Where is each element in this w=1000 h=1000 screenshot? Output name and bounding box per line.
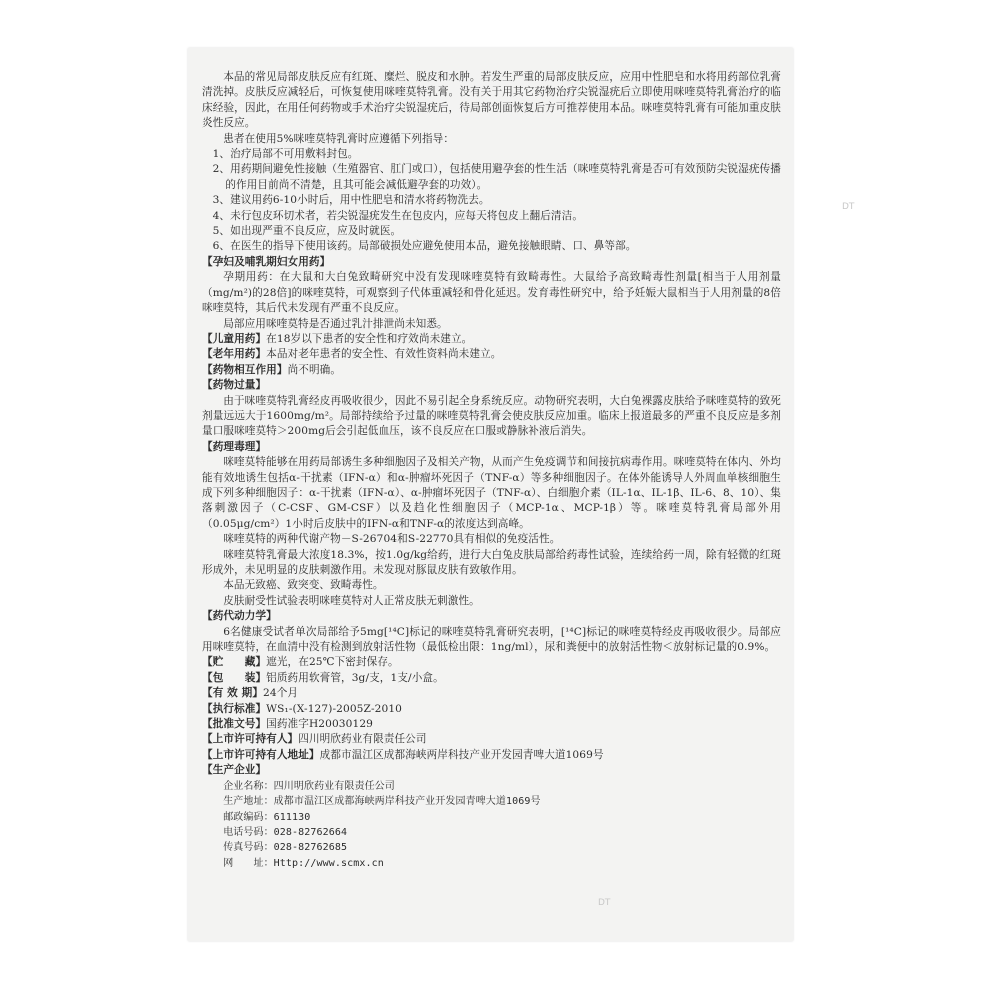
spec-value: 成都市温江区成都海峡两岸科技产业开发园青啤大道1069号 <box>319 748 604 761</box>
leaflet-content <box>202 70 781 871</box>
package-row <box>202 671 781 686</box>
instruction-item: 5、如出现严重不良反应，应及时就医。 <box>212 225 402 238</box>
manufacturer-info <box>202 779 781 871</box>
spec-label: 【上市许可持有人】 <box>202 733 299 746</box>
patient-guidance-note: 患者在使用5%咪喹莫特乳膏时应遵循下列指导： <box>223 132 455 145</box>
spec-value: WS₁-(X-127)-2005Z-2010 <box>266 702 403 715</box>
spec-label: 【包 装】 <box>202 671 267 684</box>
manufacturer-line: 企业名称：四川明欣药业有限责任公司 <box>223 780 395 792</box>
spec-label: 【批准文号】 <box>202 718 267 731</box>
manufacturer-line: 传真号码：028-82762685 <box>223 842 348 854</box>
watermark: DT <box>598 898 611 908</box>
watermark: DT <box>842 202 855 212</box>
pharmacology-text: 咪喹莫特乳膏最大浓度18.3%，按1.0g/kg给药，进行大白兔皮肤局部给药毒性试验，连续给药一周，除有轻微的红斑形成外，未见明显的皮肤刺激作用。未发现对豚鼠皮肤有致敏作用。 <box>202 548 781 576</box>
spec-label: 【有 效 期】 <box>202 687 264 700</box>
interactions-heading: 【药物相互作用】 <box>202 363 288 376</box>
instruction-item: 6、在医生的指导下使用该药。局部破损处应避免使用本品，避免接触眼睛、口、鼻等部。 <box>212 240 637 253</box>
pharmacology-text: 咪喹莫特能够在用药局部诱生多种细胞因子及相关产物，从而产生免疫调节和间接抗病毒作用。咪喹莫特在体内、外均能有效地诱生包括α-干扰素（IFN-α）和α-肿瘤坏死因子（TNF-α）等多种细胞因子。在体外能诱导人外周血单核细胞生成下列多种细胞因子：α-干扰素（IFN-α）、α-肿瘤坏死因子（TNF-α）、白细胞介素（IL-1α、IL-1β、IL-6、8、10）、集落刺激因子（C-CSF、GM-CSF）以及趋化性细胞因子（MCP-1α、MCP-1β）等。咪喹莫特乳膏局部外用（0.05μg/cm²）1小时后皮肤中的IFN-α和TNF-α的浓度达到高峰。 <box>202 456 781 530</box>
pharmacology-text: 皮肤耐受性试验表明咪喹莫特对人正常皮肤无刺激性。 <box>223 594 480 607</box>
manufacturer-heading: 【生产企业】 <box>202 764 267 777</box>
pharmacokinetics-heading: 【药代动力学】 <box>202 610 277 623</box>
spec-value: 国药准字H20030129 <box>266 718 374 731</box>
interactions-section <box>202 363 781 378</box>
children-text: 在18岁以下患者的安全性和疗效尚未建立。 <box>266 332 473 345</box>
pharmacokinetics-text: 6名健康受试者单次局部给予5mg[¹⁴C]标记的咪喹莫特乳膏研究表明，[¹⁴C]标记的咪喹莫特经皮再吸收很少。局部应用咪喹莫特，在血清中没有检测到放射活性物（最低检出限：1ng/ml），尿和粪便中的放射活性物＜放射标记量的0.9%。 <box>202 625 781 654</box>
spec-value: 四川明欣药业有限责任公司 <box>298 733 427 746</box>
spec-value: 铝质药用软膏管，3g/支，1支/小盒。 <box>266 671 444 684</box>
spec-label: 【执行标准】 <box>202 702 267 715</box>
pharmacology-text: 咪喹莫特的两种代谢产物－S-26704和S-22770具有相似的免疫活性。 <box>223 533 561 546</box>
elderly-section <box>202 347 781 362</box>
spec-value: 24个月 <box>263 687 299 700</box>
interactions-text: 尚不明确。 <box>287 363 342 376</box>
children-heading: 【儿童用药】 <box>202 332 267 345</box>
instruction-item: 4、未行包皮环切术者，若尖锐湿疣发生在包皮内，应每天将包皮上翻后清洁。 <box>212 209 584 222</box>
shelf-life-row <box>202 686 781 701</box>
overdose-heading: 【药物过量】 <box>202 379 267 392</box>
manufacturer-line: 网 址：Http://www.scmx.cn <box>223 857 384 869</box>
adverse-reaction-paragraph: 本品的常见局部皮肤反应有红斑、糜烂、脱皮和水肿。若发生严重的局部皮肤反应，应用中性肥皂和水将用药部位乳膏清洗掉。皮肤反应减轻后，可恢复使用咪喹莫特乳膏。没有关于用其它药物治疗尖锐湿疣后立即使用咪喹莫特乳膏治疗的临床经验，因此，在用任何药物或手术治疗尖锐湿疣后，待局部创面恢复后方可推荐使用本品。咪喹莫特乳膏有可能加重皮肤炎性反应。 <box>202 71 781 130</box>
spec-value: 遮光，在25℃下密封保存。 <box>266 656 399 669</box>
overdose-text: 由于咪喹莫特乳膏经皮再吸收很少，因此不易引起全身系统反应。动物研究表明，大白兔裸露皮肤给予咪喹莫特的致死剂量远远大于1600mg/m²。局部持续给予过量的咪喹莫特乳膏会使皮肤反应加重。临床上报道最多的严重不良反应是多剂量口服咪喹莫特＞200mg后会引起低血压，该不良反应在口服或静脉补液后消失。 <box>202 394 781 438</box>
spec-label: 【贮 藏】 <box>202 656 267 669</box>
standard-row <box>202 702 781 717</box>
license-holder-row <box>202 732 781 747</box>
pregnancy-heading: 【孕妇及哺乳期妇女用药】 <box>202 255 331 268</box>
manufacturer-line: 生产地址：成都市温江区成都海峡两岸科技产业开发园青啤大道1069号 <box>223 796 541 808</box>
approval-number-row <box>202 717 781 732</box>
elderly-heading: 【老年用药】 <box>202 348 267 361</box>
lactation-text: 局部应用咪喹莫特是否通过乳汁排泄尚未知悉。 <box>223 317 448 330</box>
storage-row <box>202 655 781 670</box>
elderly-text: 本品对老年患者的安全性、有效性资料尚未建立。 <box>266 348 502 361</box>
manufacturer-line: 邮政编码：611130 <box>223 811 311 823</box>
pregnancy-text: 孕期用药：在大鼠和大白兔致畸研究中没有发现咪喹莫特有致畸毒性。大鼠给予高致畸毒性剂量[相当于人用剂量（mg/m²)的28倍]的咪喹莫特，可观察到子代体重减轻和骨化延迟。发育毒性研究中，给予妊娠大鼠相当于人用剂量的8倍咪喹莫特，其后代未发现有严重不良反应。 <box>202 271 781 315</box>
instruction-item: 2、用药期间避免性接触（生殖器官、肛门或口），包括使用避孕套的性生活（咪喹莫特乳膏是否可有效预防尖锐湿疣传播的作用目前尚不清楚，且其可能会减低避孕套的功效）。 <box>212 163 781 191</box>
instruction-item: 1、治疗局部不可用敷料封包。 <box>212 148 359 161</box>
pharmacology-text: 本品无致癌、致突变、致畸毒性。 <box>223 579 384 592</box>
pharmacology-heading: 【药理毒理】 <box>202 440 267 453</box>
manufacturer-line: 电话号码：028-82762664 <box>223 826 348 838</box>
spec-label: 【上市许可持有人地址】 <box>202 748 320 761</box>
license-holder-address-row <box>202 748 781 763</box>
leaflet-page <box>188 48 793 941</box>
instruction-item: 3、建议用药6-10小时后，用中性肥皂和清水将药物洗去。 <box>212 194 490 207</box>
children-section <box>202 332 781 347</box>
